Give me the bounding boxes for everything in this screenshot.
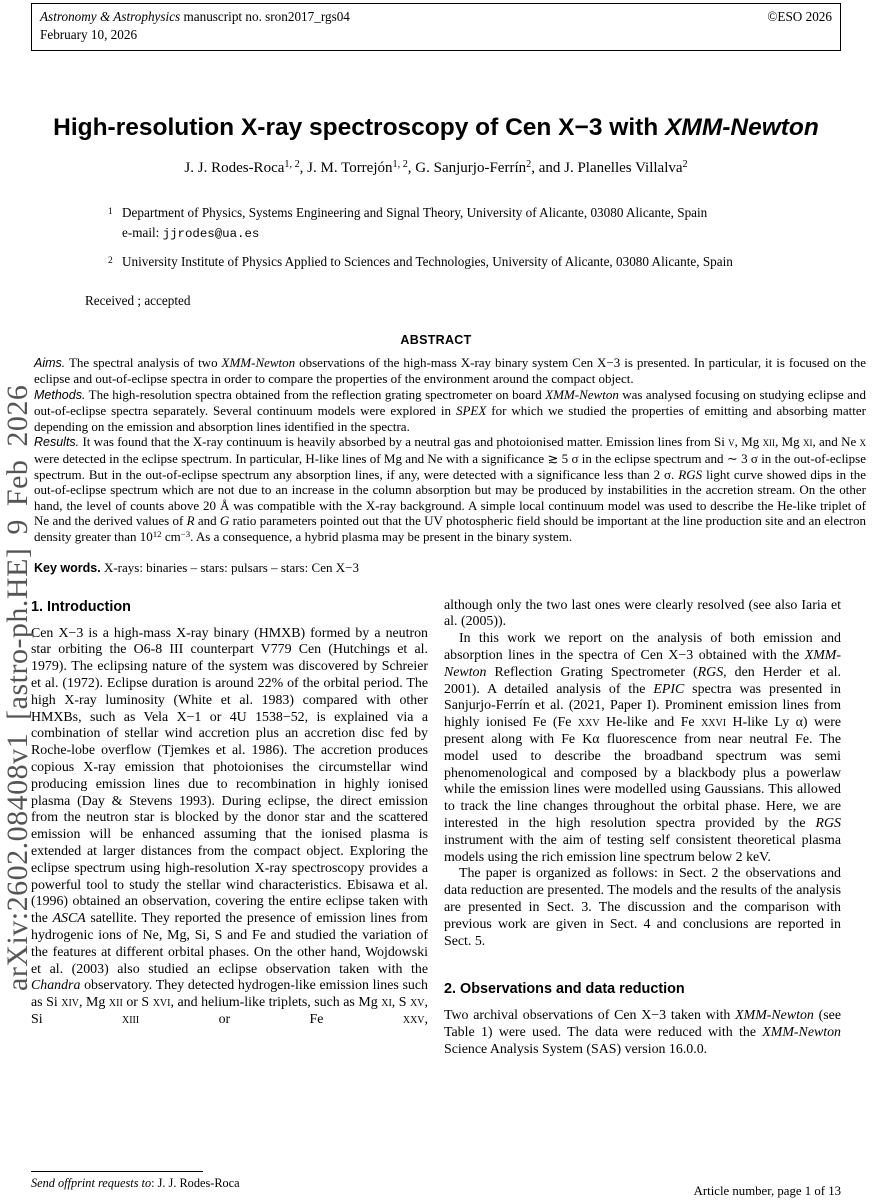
date-line: February 10, 2026 [40, 27, 138, 42]
right-column [444, 598, 841, 1059]
intro-paragraph-2: In this work we report on the analysis of both emission and absorption lines in the spectra of Cen X−3 obtained with the XMM-Newton Reflection Grating Spectrometer (RGS, den Herder et al. 2001). A detailed analysis of the EPIC spectra was presented in Sanjurjo-Ferrín et al. (2021, Paper I). Prominent emission lines from highly ionised Fe (Fe xxv He-like and Fe xxvi H-like Ly α) were present along with Fe Kα fluorescence from near neutral Fe. The model used to describe the broadband spectrum was semi phenomenological and composed by a blackbody plus a powerlaw while the emission lines were modelled using Gaussians. This allowed to track the line changes throughout the orbital phase. Here, we are interested in the high resolution spectra provided by the RGS instrument with the aim of testing self consistent theoretical plasma models using the rich emission line spectrum below 2 keV. [444, 631, 841, 865]
paper-page [0, 3, 872, 1203]
intro-paragraph-1-continued: although only the two last ones were clearly resolved (see also Iaria et al. (2005)). [444, 597, 841, 630]
abstract-heading: ABSTRACT [400, 332, 472, 347]
copyright-notice: ©ESO 2026 [767, 9, 832, 24]
body-columns [31, 598, 841, 1059]
results-text: It was found that the X-ray continuum is heavily absorbed by a neutral gas and photoionised matter. Emission lines from Si v, Mg xii, Mg xi, and Ne x were detected in the eclipse spectrum. In particular, H-like lines of Mg and Ne with a significance ≳ 5 σ in the eclipse spectrum and ∼ 3 σ in the out-of-eclipse spectrum. But in the out-of-eclipse spectrum any absorption lines, if any, were detected with a significance less than 2 σ. RGS light curve showed dips in the out-of-eclipse spectrum which are not due to an increase in the column absorption but may be produced by instabilities in the accretion stream. On the other hand, the level of counts above 20 Å was compatible with the X-ray background. A simple local continuum model was used to describe the He-like triplet of Ne and the derived values of R and G ratio parameters pointed out that the UV photospheric field should be important at the line production site and an electron density greater than $10^{12}$ $cm^{-3}$. As a consequence, a hybrid plasma may be present in the binary system. [34, 434, 867, 545]
affiliation-address: Department of Physics, Systems Engineering and Signal Theory, University of Alicante, 03080 Alicante, Spain [122, 205, 708, 220]
affiliation-1 [108, 205, 832, 242]
section-1-heading: 1. Introduction [31, 598, 131, 615]
journal-line: Astronomy & Astrophysics manuscript no. sron2017_rgs04 [40, 9, 350, 24]
methods-label: Methods. [34, 387, 86, 402]
affiliation-number: 2 [108, 256, 113, 266]
intro-paragraph-1: Cen X−3 is a high-mass X-ray binary (HMXB) formed by a neutron star orbiting the O6-8 III counterpart V779 Cen (Hutchings et al. 1979). The eclipsing nature of the system was discovered by Schreier et al. (1972). Eclipse duration is around 22% of the orbital period. The high X-ray luminosity (White et al. 1983) compared with other HMXBs, such as Vela X−1 or 4U 1538−52, is explained via a combination of stellar wind accretion plus an accretion disc fed by Roche-lobe overflow (Tjemkes et al. 1986). The accretion produces copious X-ray emission that photoionises the circumstellar wind producing emission lines due to recombination in highly ionised plasma (Day & Stevens 1993). During eclipse, the direct emission from the neutron star is blocked by the donor star and the scattered emission will be enhanced assuming that the ionised plasma is extended at larger distances from the compact object. Exploring the eclipse spectrum using high-resolution X-ray spectroscopy provides a powerful tool to study the stellar wind characteristics. Ebisawa et al. (1996) obtained an observation, covering the entire eclipse taken with the ASCA satellite. They reported the presence of emission lines from hydrogenic ions of Ne, Mg, Si, S and Fe and studied the variation of the features at different orbital phases. On the other hand, Wojdowski et al. (2003) also studied an eclipse observation taken with the Chandra observatory. They detected hydrogen-like emission lines such as Si xiv, Mg xii or S xvi, and helium-like triplets, such as Mg xi, S xv, Si xiii or Fe xxv, [31, 625, 428, 1027]
intro-paragraph-3: The paper is organized as follows: in Sect. 2 the observations and data reduction are presented. The models and the results of the analysis are presented in Sect. 3. The discussion and the comparison with previous work are given in Sect. 4 and conclusions are reported in Sect. 5. [444, 866, 841, 949]
abstract-results [34, 434, 866, 544]
received-accepted-line: Received ; accepted [85, 292, 191, 308]
section-2-heading: 2. Observations and data reduction [444, 981, 685, 998]
aims-text: The spectral analysis of two XMM-Newton observations of the high-mass X-ray binary system Cen X−3 is presented. In particular, it is focused on the eclipse and out-of-eclipse spectra in order to compare the properties of the environment around the compact object. [34, 354, 867, 387]
abstract-methods [34, 387, 866, 435]
affiliation-address: University Institute of Physics Applied to Sciences and Technologies, University of Alicante, 03080 Alicante, Spain [122, 254, 733, 269]
paper-title: High-resolution X-ray spectroscopy of Cen X−3 with XMM-Newton [53, 114, 819, 141]
abstract-aims [34, 355, 866, 387]
manuscript-header [31, 3, 841, 51]
email-label: e-mail: [122, 224, 163, 240]
email-address: jjrodes@ua.es [162, 226, 260, 241]
article-page-number: Article number, page 1 of 13 [693, 1184, 841, 1198]
abstract [34, 355, 866, 545]
left-column [31, 598, 428, 1059]
manuscript-info [40, 8, 350, 44]
affiliations [108, 205, 832, 271]
keywords-label: Key words. [34, 560, 101, 575]
affiliation-text [122, 205, 707, 242]
affiliation-2 [108, 254, 832, 271]
affiliation-email-line [122, 225, 707, 243]
footnote-text: Send offprint requests to: J. J. Rodes-Roca [31, 1176, 240, 1190]
keywords-text: X-rays: binaries – stars: pulsars – stars: Cen X−3 [103, 559, 359, 575]
arxiv-stamp: arXiv:2602.08408v1 [astro-ph.HE] 9 Feb 2026 [1, 384, 34, 991]
observations-paragraph-1: Two archival observations of Cen X−3 taken with XMM-Newton (see Table 1) were used. The data were reduced with the XMM-Newton Science Analysis System (SAS) version 16.0.0. [444, 1008, 841, 1057]
footnote-rule [31, 1171, 203, 1172]
results-label: Results. [34, 435, 80, 450]
offprint-footnote [31, 1171, 428, 1191]
author-list: J. J. Rodes-Roca$^{1, 2}$, J. M. Torrejón$^{1, 2}$, G. Sanjurjo-Ferrín$^2$, and J. Planelles Villalva$^2$ [184, 159, 688, 176]
affiliation-number: 1 [108, 207, 113, 217]
methods-text: The high-resolution spectra obtained from the reflection grating spectrometer on board XMM-Newton was analysed focusing on studying eclipse and out-of-eclipse spectra separately. Several continuum models were explored in SPEX for which we studied the properties of emitting and absorbing matter depending on the emission and absorption lines identified in the spectra. [34, 386, 867, 434]
aims-label: Aims. [34, 355, 66, 370]
affiliation-text [122, 254, 733, 271]
keywords-line [34, 560, 866, 576]
